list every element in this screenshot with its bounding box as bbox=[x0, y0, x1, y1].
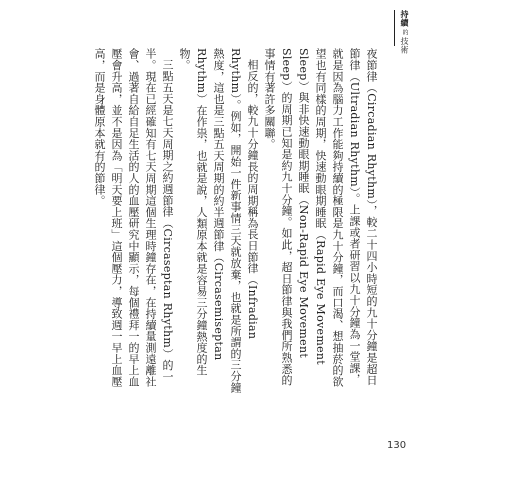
paragraph-1: 夜節律（Circadian Rhythm），較二十四小時短的九十分鐘是超日節律（Ultradian Rhythm）。上課或者研習以九十分鐘為一堂課，就是因為腦力工作能夠持續的極限是九十分鐘，而口渴、想抽菸的欲望也有同樣的周期，快速動眼期睡眠（Rapid Eye Movement Sleep）與非快速動眼期睡眠（Non-Rapid Eye Movement Sleep）的周期已知是約九十分鐘。如此，超日節律與我們所熟悉的事情有著許多關聯。 bbox=[263, 48, 378, 387]
paragraph-3: 三點五天是七天周期之約週節律（Circaseptan Rhythm）的一半。現在已經確知有七天周期這個生理時鐘存在，在持續量測遠離社會、過著自給自足生活的人的血壓研究中顯示，每個禮拜一的早上血壓會升高，並不是因為「明天要上班」這個壓力，導致週一早上血壓高，而是身體原本就有的節律。 bbox=[93, 48, 174, 387]
running-header bbox=[396, 10, 412, 54]
body-text-block bbox=[90, 48, 380, 393]
header-rule bbox=[394, 10, 395, 46]
running-header-title-end: 技術 bbox=[400, 37, 409, 54]
page-number: 130 bbox=[387, 440, 407, 451]
paragraph-2: 相反的，較九十分鐘長的周期稱為長日節律（Infradian Rhythm）。例如，開始一件新事情三天就放棄，也就是所謂的三分鐘熱度，這也是三點五天周期的約半週節律（Circasemiseptan Rhythm）在作祟，也就是說，人類原本就是容易三分鐘熱度的生物。 bbox=[178, 48, 259, 393]
running-header-title-particle: 的 bbox=[401, 29, 408, 35]
running-header-title-main: 持續 bbox=[400, 10, 409, 27]
